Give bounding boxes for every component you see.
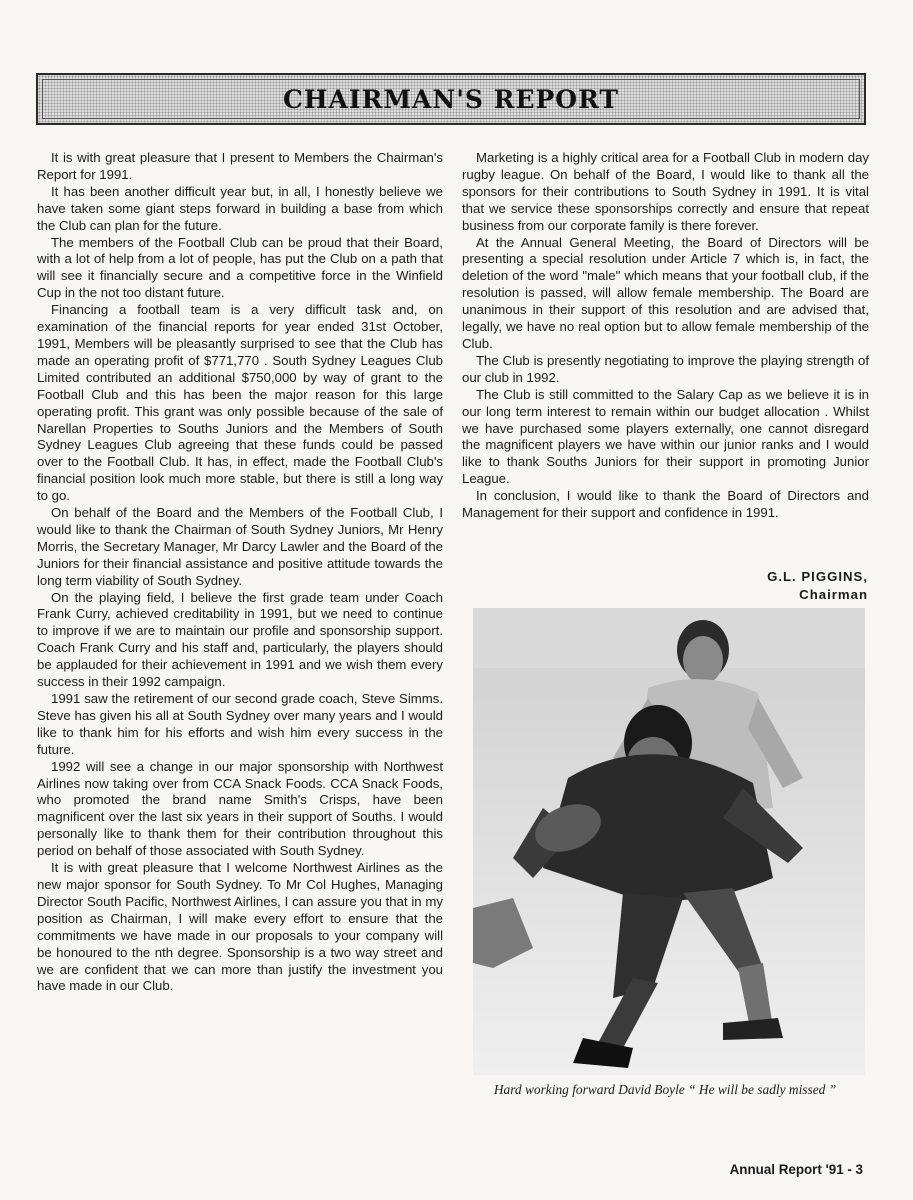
photo-caption: Hard working forward David Boyle “ He will be sadly missed ” <box>493 1082 837 1097</box>
paragraph: At the Annual General Meeting, the Board of Directors will be presenting a special resolution under Article 7 which is, in fact, the deletion of the word "male" which means that your football club, if the resolution is passed, will allow female membership. The Board are unanimous in their support of this resolution and are advised that, legally, we have no real option but to allow female membership of the Club. <box>462 234 869 351</box>
paragraph: 1992 will see a change in our major sponsorship with Northwest Airlines now taking over from CCA Snack Foods. CCA Snack Foods, who promoted the brand name Smith's Crisps, have been magnificent over the last six years in their support of Souths. I would personally like to thank them for their contribution throughout this period on behalf of those associated with South Sydney. <box>37 758 443 859</box>
paragraph: On the playing field, I believe the first grade team under Coach Frank Curry, achieved creditability in 1991, but we need to continue to improve if we are to maintain our profile and sponsorship support. Coach Frank Curry and his staff and, particularly, the players should be applauded for their achievement in 1991 and we wish them every success in their 1992 campaign. <box>37 589 443 690</box>
signatory-role: Chairman <box>799 587 868 602</box>
right-text-column <box>462 150 869 522</box>
paragraph: The Club is presently negotiating to improve the playing strength of our club in 1992. <box>462 352 869 385</box>
page-footer: Annual Report '91 - 3 <box>729 1162 863 1177</box>
paragraph: 1991 saw the retirement of our second grade coach, Steve Simms. Steve has given his all at South Sydney over many years and I would like to thank him for his efforts and wish him every success in the future. <box>37 691 443 757</box>
signatory-name: G.L. PIGGINS, <box>767 569 868 584</box>
page-title: CHAIRMAN'S REPORT <box>282 84 620 114</box>
paragraph: On behalf of the Board and the Members of the Football Club, I would like to thank the Chairman of South Sydney Juniors, Mr Henry Morris, the Secretary Manager, Mr Darcy Lawler and the Board of the Juniors for their financial assistance and positive attitude towards the long term viability of South Sydney. <box>37 505 443 588</box>
report-title-banner <box>36 73 866 125</box>
signature-block <box>640 568 868 604</box>
left-text-column <box>37 150 443 995</box>
player-photo <box>473 608 865 1075</box>
paragraph: Financing a football team is a very difficult task and, on examination of the financial reports for year ended 31st October, 1991, Members will be pleasantly surprised to see that the Club has made an operating profit of $771,770 . South Sydney Leagues Club Limited contributed an additional $750,000 by way of grant to the Football Club and this has been the major reason for this large operating profit. This grant was only possible because of the sale of Narellan Properties to Souths Juniors and the Members of South Sydney Leagues Club agreeing that these funds could be passed over to the Football Club. It has, in effect, made the Football Club's financial position look much more stable, but there is still a long way to go. <box>37 302 443 504</box>
paragraph: Marketing is a highly critical area for a Football Club in modern day rugby league. On behalf of the Board, I would like to thank all the sponsors for their contributions to South Sydney in 1991. It is vital that we service these sponsorships correctly and ensure that repeat business from our corporate family is there forever. <box>462 150 869 233</box>
paragraph: It is with great pleasure that I present to Members the Chairman's Report for 1991. <box>37 150 443 182</box>
paragraph: In conclusion, I would like to thank the Board of Directors and Management for their support and confidence in 1991. <box>462 488 869 521</box>
paragraph: It is with great pleasure that I welcome Northwest Airlines as the new major sponsor for South Sydney. To Mr Col Hughes, Managing Director South Pacific, Northwest Airlines, I can assure you that in my position as Chairman, I will make every effort to ensure that the commitments we have made in our proposals to your company will be honoured to the nth degree. Sponsorship is a two way street and we are confident that we can more than justify the investment you have made in our Club. <box>37 860 443 994</box>
paragraph: The members of the Football Club can be proud that their Board, with a lot of help from a lot of people, has put the Club on a path that will see it financially secure and a competitive force in the Winfield Cup in the not too distant future. <box>37 234 443 301</box>
player-photo-illustration <box>473 608 865 1075</box>
paragraph: The Club is still committed to the Salary Cap as we believe it is in our long term interest to remain within our budget allocation . Whilst we have purchased some players externally, one cannot disregard the magnificent players we have within our junior ranks and I would like to thank Souths Juniors for their support in promoting Junior League. <box>462 386 869 487</box>
paragraph: It has been another difficult year but, in all, I honestly believe we have taken some giant steps forward in building a base from which the Club can plan for the future. <box>37 183 443 233</box>
